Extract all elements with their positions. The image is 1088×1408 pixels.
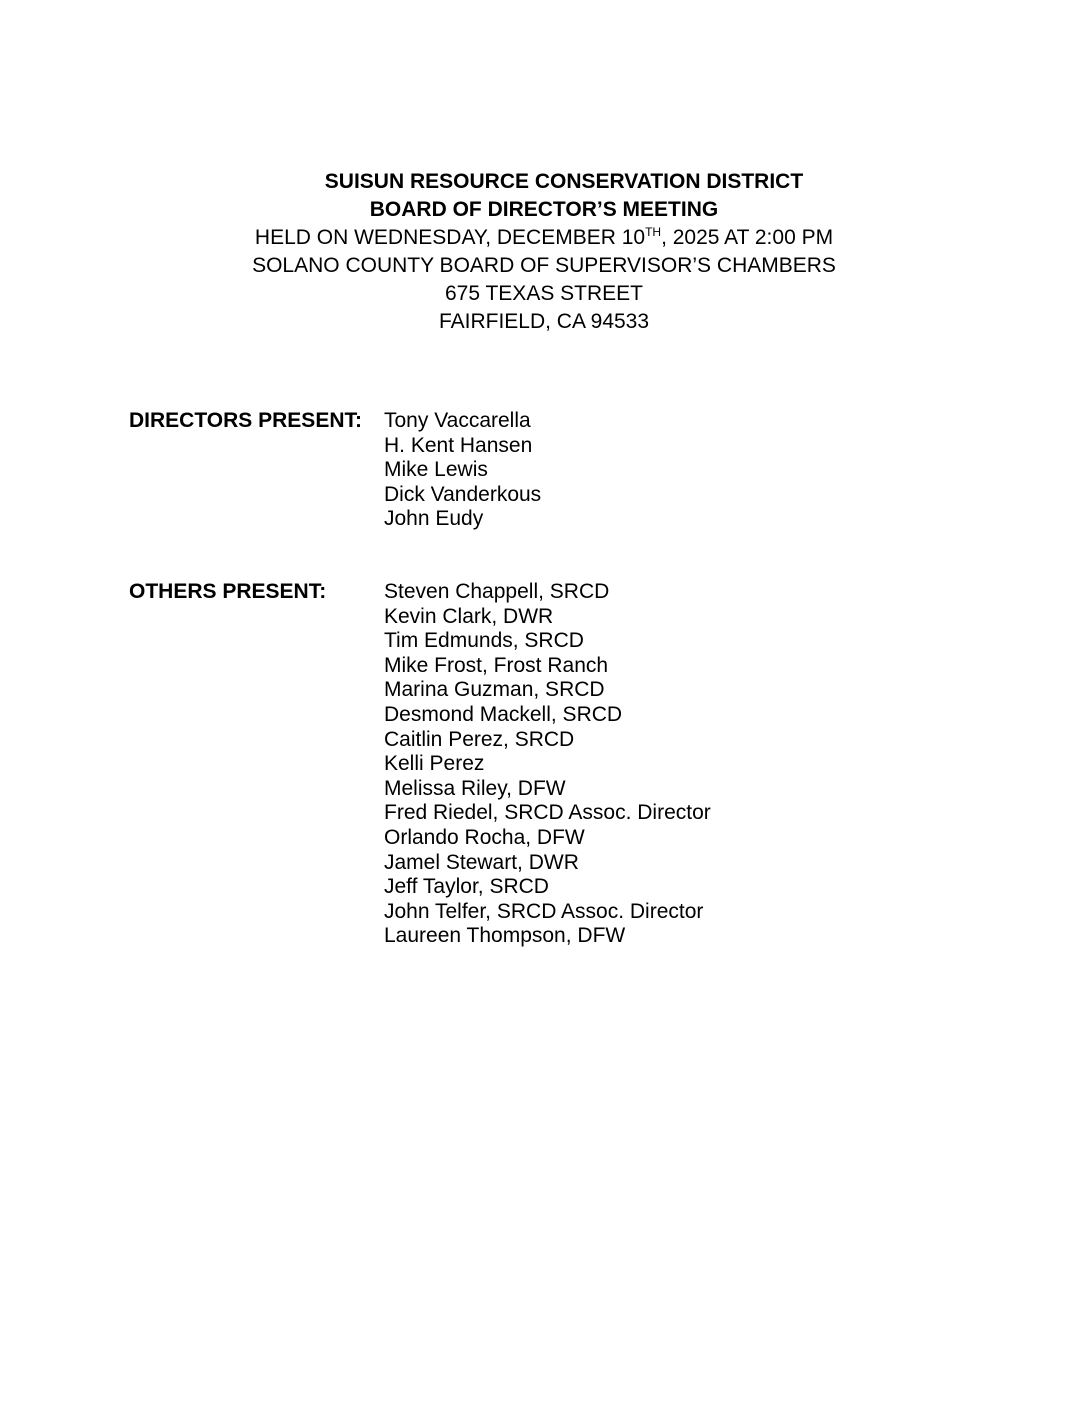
meeting-date-suffix: , 2025 AT 2:00 PM <box>661 226 834 249</box>
others-present-label: OTHERS PRESENT: <box>129 580 327 603</box>
attendee-name: Marina Guzman, SRCD <box>384 678 605 702</box>
others-present-list <box>384 580 711 949</box>
attendee-name: Kelli Perez <box>384 752 485 776</box>
attendee-name: Laureen Thompson, DFW <box>384 924 626 948</box>
director-name: Dick Vanderkous <box>384 482 542 506</box>
organization-title: SUISUN RESOURCE CONSERVATION DISTRICT <box>324 170 804 193</box>
meeting-location: SOLANO COUNTY BOARD OF SUPERVISOR’S CHAMBERS <box>252 254 836 277</box>
director-name: John Eudy <box>384 507 484 531</box>
directors-present-list <box>384 409 541 532</box>
attendee-name: Mike Frost, Frost Ranch <box>384 653 609 677</box>
attendee-name: Caitlin Perez, SRCD <box>384 727 575 751</box>
attendee-name: Desmond Mackell, SRCD <box>384 702 623 726</box>
meeting-city: FAIRFIELD, CA 94533 <box>438 310 650 333</box>
attendee-name: John Telfer, SRCD Assoc. Director <box>384 899 704 923</box>
director-name: Tony Vaccarella <box>384 409 531 432</box>
director-name: Mike Lewis <box>384 458 488 482</box>
attendee-name: Jeff Taylor, SRCD <box>384 875 549 899</box>
attendee-name: Fred Riedel, SRCD Assoc. Director <box>384 801 711 825</box>
meeting-title: BOARD OF DIRECTOR’S MEETING <box>369 198 719 221</box>
meeting-header <box>0 168 1088 336</box>
director-name: H. Kent Hansen <box>384 433 533 457</box>
directors-present-label: DIRECTORS PRESENT: <box>129 409 362 432</box>
meeting-date-prefix: HELD ON WEDNESDAY, DECEMBER 10 <box>254 226 646 249</box>
attendee-name: Jamel Stewart, DWR <box>384 850 579 874</box>
attendee-name: Steven Chappell, SRCD <box>384 580 610 603</box>
attendee-name: Orlando Rocha, DFW <box>384 825 585 849</box>
attendee-name: Tim Edmunds, SRCD <box>384 629 584 653</box>
meeting-date <box>0 224 1088 252</box>
attendee-name: Kevin Clark, DWR <box>384 604 554 628</box>
attendee-name: Melissa Riley, DFW <box>384 776 566 800</box>
meeting-date-superscript: TH <box>645 225 662 239</box>
meeting-street: 675 TEXAS STREET <box>444 282 644 305</box>
